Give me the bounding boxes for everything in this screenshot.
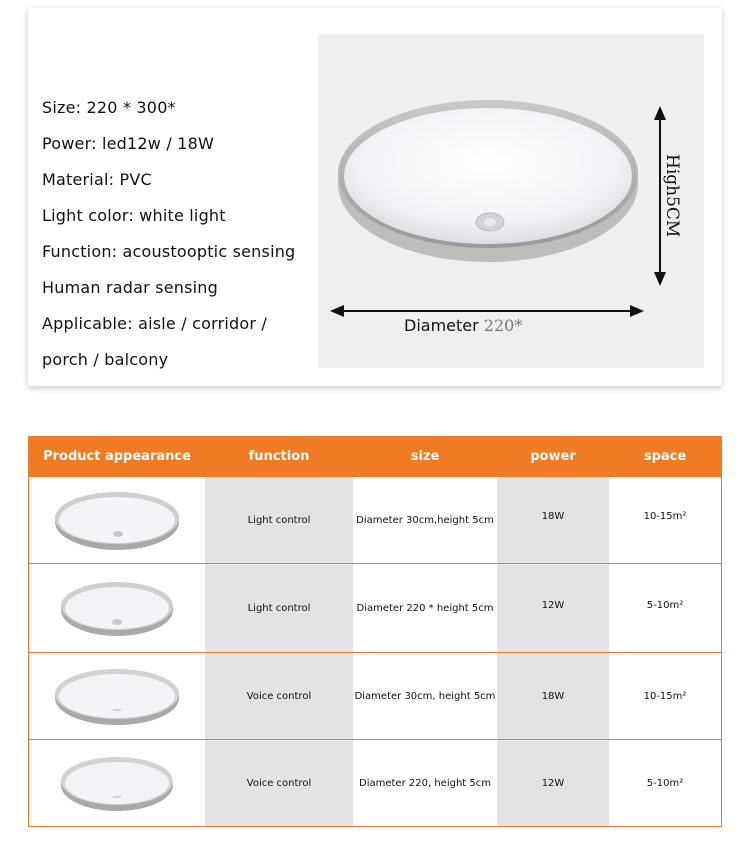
cell-space: 10-15m²	[643, 511, 687, 522]
table-row	[29, 740, 721, 826]
spec-light-color: Light color: white light	[42, 206, 226, 225]
cell-size: Diameter 220 * height 5cm	[356, 602, 494, 614]
cell-function: Light control	[205, 477, 353, 563]
spec-applicable-line2: porch / balcony	[42, 350, 169, 369]
product-thumbnail	[29, 477, 205, 563]
spec-list	[42, 90, 295, 378]
cell-power: 12W	[497, 564, 609, 652]
cell-space: 10-15m²	[643, 691, 687, 702]
lamp-thumbnail-image	[47, 743, 187, 823]
spec-applicable-line1: Applicable: aisle / corridor /	[42, 314, 268, 333]
product-thumbnail	[29, 740, 205, 826]
table-row	[29, 564, 721, 652]
cell-space: 5-10m²	[646, 778, 684, 789]
header-size: size	[410, 449, 440, 464]
product-thumbnail	[29, 653, 205, 739]
cell-function: Voice control	[205, 740, 353, 826]
cell-space: 5-10m²	[646, 600, 684, 611]
header-product-appearance: Product appearance	[43, 449, 191, 464]
product-thumbnail	[29, 564, 205, 652]
cell-function: Light control	[205, 564, 353, 652]
diameter-value: 220*	[483, 316, 523, 335]
header-space: space	[643, 449, 687, 464]
diameter-dimension-label	[404, 316, 522, 335]
table-header	[29, 437, 721, 477]
diameter-label: Diameter	[404, 316, 479, 335]
spec-size: Size: 220 * 300*	[42, 98, 176, 117]
cell-power: 18W	[497, 653, 609, 739]
cell-function: Voice control	[205, 653, 353, 739]
cell-power: 12W	[497, 740, 609, 826]
table-row	[29, 477, 721, 563]
cell-size: Diameter 220, height 5cm	[359, 777, 491, 789]
spec-card	[28, 8, 722, 386]
table-row	[29, 653, 721, 739]
lamp-thumbnail-image	[47, 480, 187, 560]
spec-power: Power: led12w / 18W	[42, 134, 215, 153]
product-comparison-table	[28, 436, 722, 827]
cell-power: 18W	[497, 477, 609, 563]
spec-function: Function: acoustooptic sensing	[42, 242, 296, 261]
lamp-thumbnail-image	[47, 568, 187, 648]
cell-size: Diameter 30cm, height 5cm	[354, 690, 496, 702]
spec-radar: Human radar sensing	[42, 278, 218, 297]
lamp-thumbnail-image	[47, 656, 187, 736]
height-dimension-label: High5CM	[662, 154, 682, 238]
header-function: function	[248, 449, 310, 464]
header-power: power	[530, 449, 576, 464]
spec-material: Material: PVC	[42, 170, 152, 189]
cell-size: Diameter 30cm,height 5cm	[356, 514, 494, 526]
